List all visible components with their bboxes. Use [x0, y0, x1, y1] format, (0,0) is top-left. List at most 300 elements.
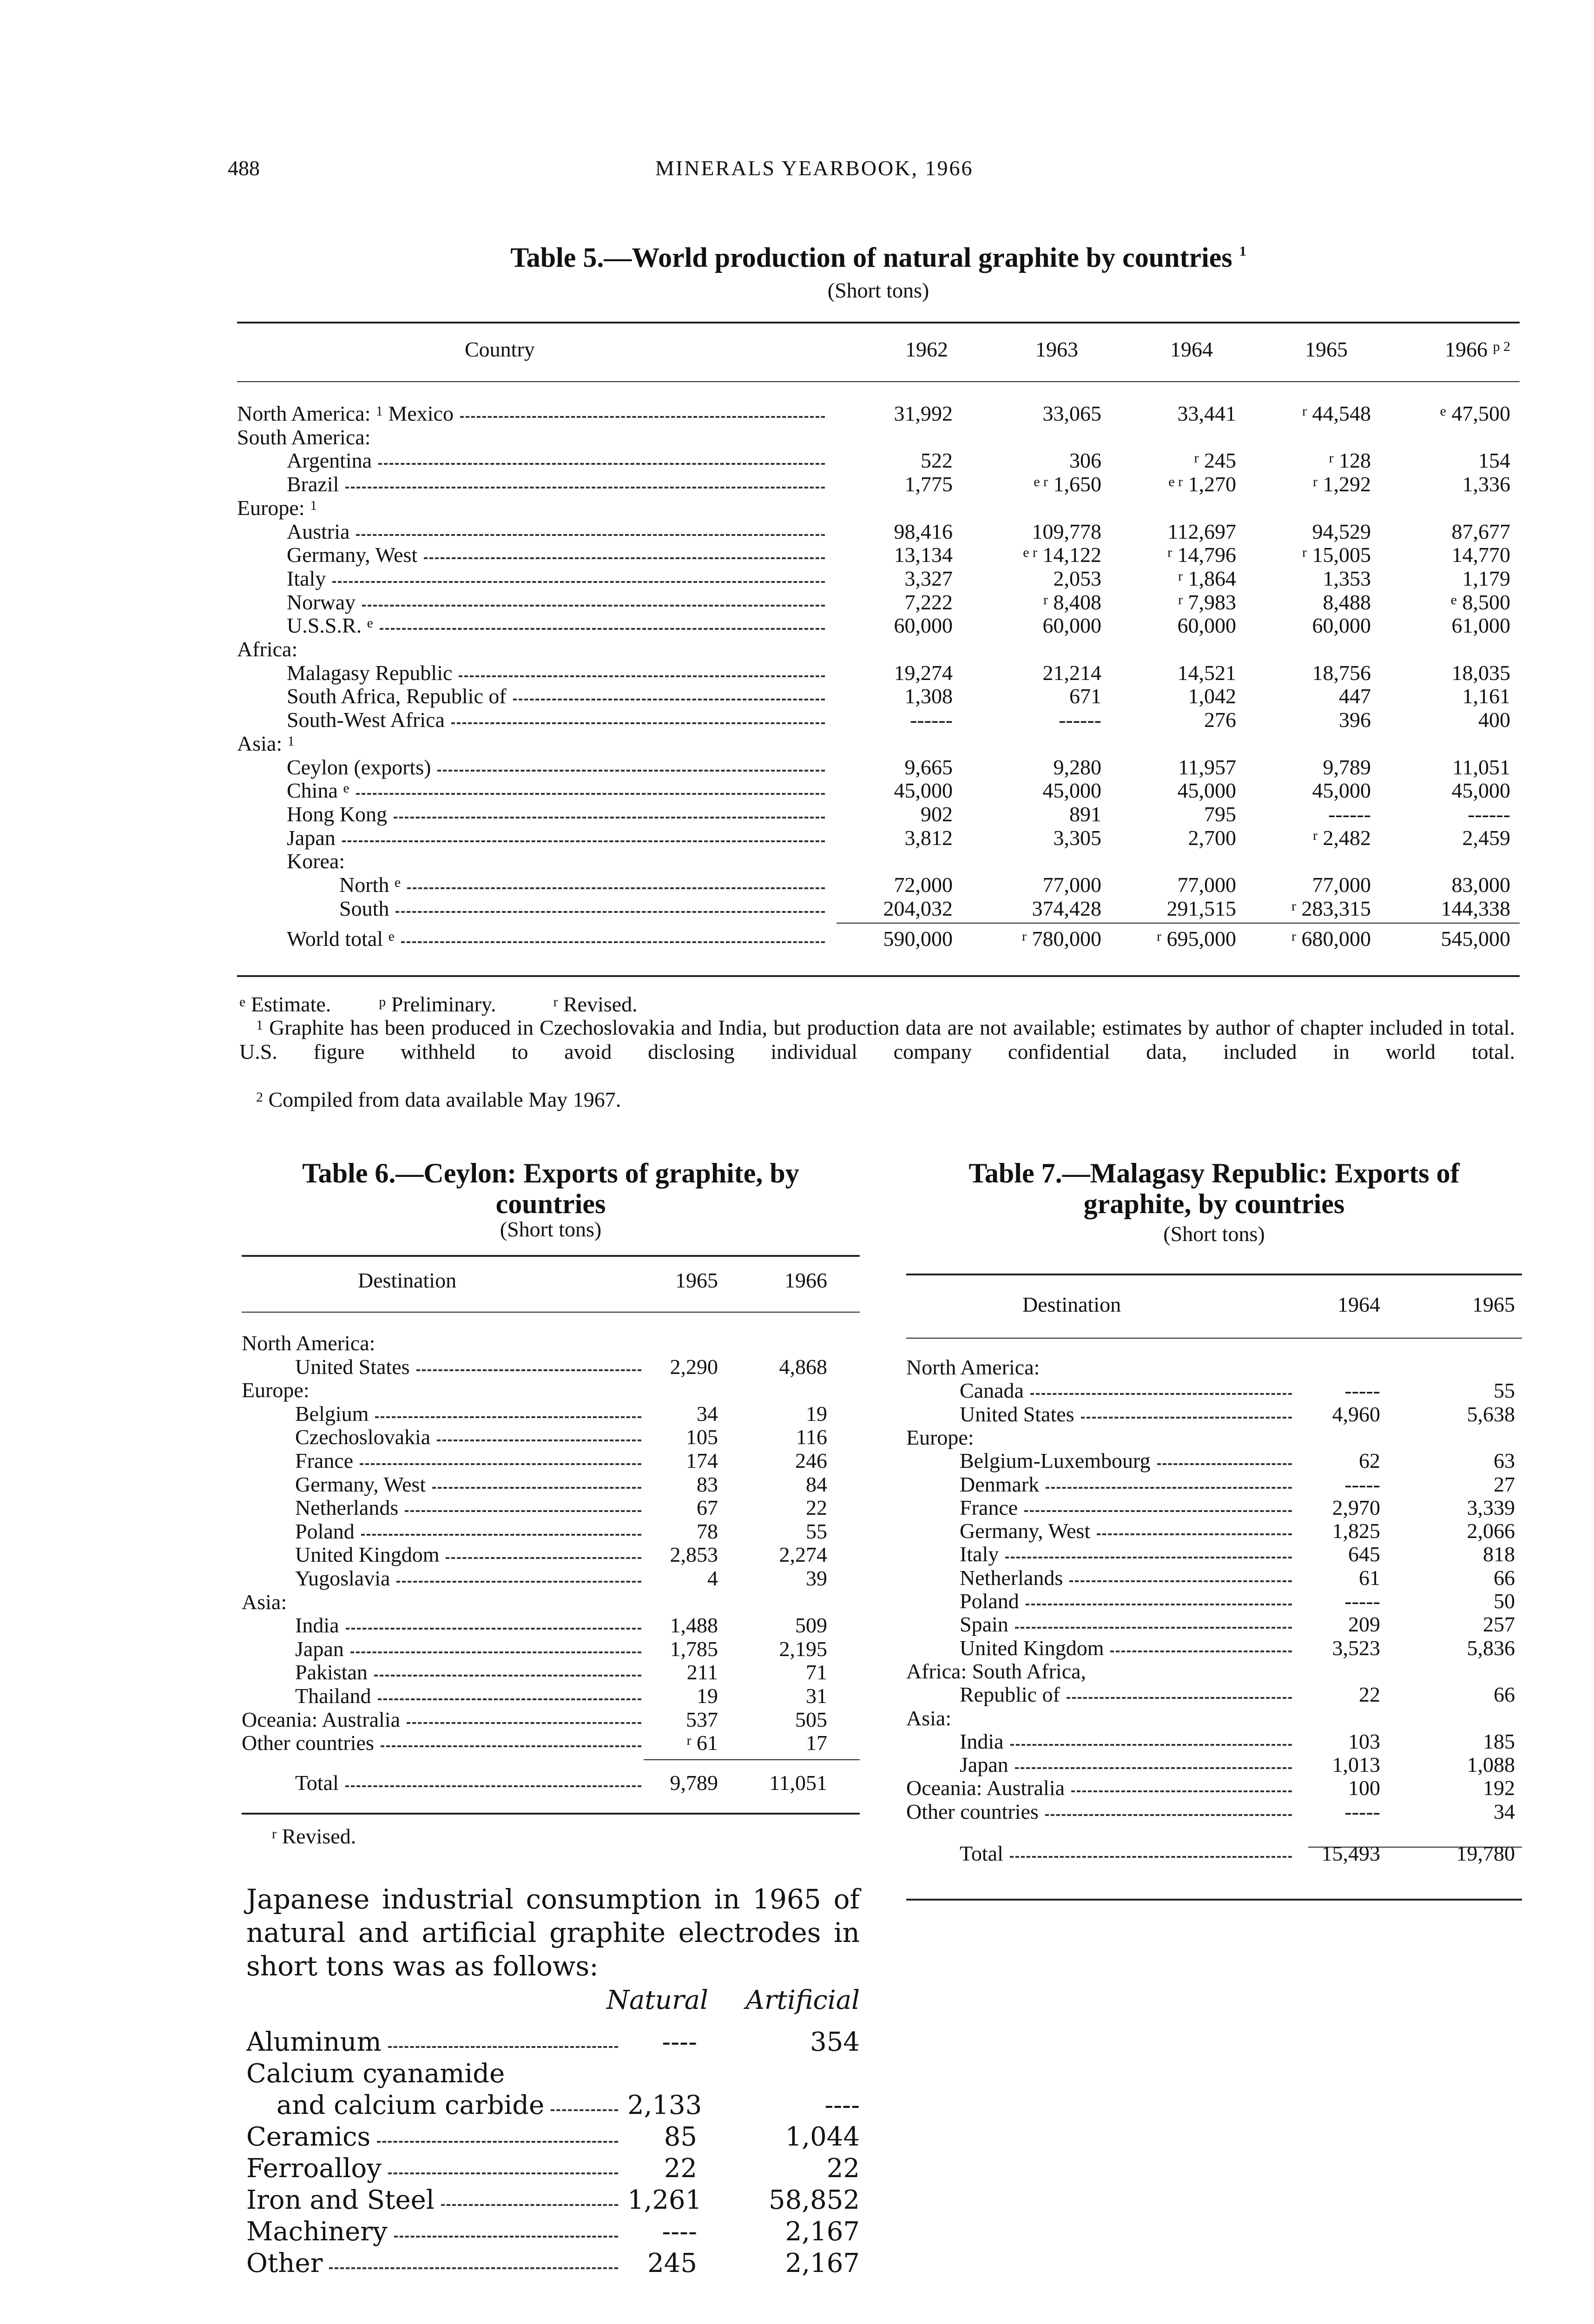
- table7-row-leader: [1067, 1697, 1292, 1699]
- table5-row-value-mark: r: [1302, 403, 1307, 419]
- table7-row: [906, 1379, 1522, 1403]
- table5-row-value: 14,770: [1451, 543, 1510, 567]
- table5-row-value-mark: e: [1440, 403, 1446, 419]
- consumption-row-artificial: ----: [824, 2090, 860, 2120]
- table5-row-value: 590,000: [883, 927, 953, 951]
- consumption-row: [246, 2216, 860, 2248]
- consumption-row-artificial: 354: [810, 2027, 860, 2057]
- table7-total-rule: [1308, 1847, 1522, 1848]
- table5-row-value: 3,812: [904, 825, 953, 850]
- table5-row-value-mark: r: [1178, 592, 1183, 607]
- consumption-row-artificial: 2,167: [785, 2217, 860, 2247]
- consumption-row-natural: ----: [662, 2027, 697, 2057]
- table6-row: [242, 1331, 860, 1355]
- table5-col-1964: 1964: [1170, 337, 1213, 361]
- table5-row-value-mark: e r: [1034, 474, 1048, 490]
- table5-row-value: 291,515: [1166, 896, 1236, 920]
- table5-row-value: 18,756: [1312, 660, 1371, 685]
- table5-row-value: $^{e r}$ 1,650: [1034, 472, 1101, 496]
- table5-row-value: 13,134: [894, 543, 953, 567]
- table5-row-label: [287, 708, 825, 732]
- table6-row-leader: [350, 1651, 641, 1653]
- table6-row-label: [295, 1472, 641, 1497]
- table6-row-leader: [381, 1745, 641, 1747]
- table7-row-value: 1,013: [1332, 1753, 1380, 1777]
- table5-row-value: 7,222: [904, 590, 953, 614]
- table7-row-label: [960, 1753, 1292, 1777]
- consumption-row: [246, 2027, 860, 2058]
- table5-row-label: [287, 684, 825, 708]
- table7-row-leader: [1097, 1533, 1292, 1535]
- table6-row-label-text: Poland: [295, 1519, 355, 1543]
- table5-row-value: 83,000: [1451, 873, 1510, 897]
- consumption-row: [246, 2121, 860, 2153]
- table5-row: [237, 826, 1520, 850]
- consumption-row-leader: [329, 2267, 618, 2269]
- consumption-row-label: [246, 2248, 618, 2279]
- table6-row-leader: [360, 1463, 641, 1465]
- table6-title-line1: Table 6.—Ceylon: Exports of graphite, by: [302, 1158, 799, 1188]
- table7-row-label-text: France: [960, 1495, 1018, 1519]
- table5-row-label: [287, 472, 825, 496]
- table5-row-value: 33,441: [1177, 402, 1236, 425]
- table5-row-value: $^r$ 14,796: [1167, 543, 1236, 567]
- table6-row-value: 9,789: [670, 1770, 718, 1795]
- table7-row-label-text: Netherlands: [960, 1565, 1063, 1590]
- table6-row-label: [295, 1425, 641, 1449]
- table7-subtitle: (Short tons): [1163, 1222, 1265, 1246]
- table7-row-label: [960, 1496, 1292, 1520]
- table5-row-value: 45,000: [1451, 779, 1510, 803]
- table5-row-value: 14,521: [1177, 660, 1236, 685]
- table6-row-leader: [396, 1581, 641, 1583]
- consumption-row: [246, 2058, 860, 2090]
- table5-row-value: $^r$ 780,000: [1022, 927, 1101, 951]
- table7-row-value: 50: [1494, 1589, 1515, 1613]
- table7-row-value: 55: [1494, 1379, 1515, 1403]
- table7-row-value: 3,523: [1332, 1636, 1380, 1660]
- table6-row-label: [295, 1684, 641, 1708]
- table6-row-value: 17: [806, 1731, 827, 1755]
- table7-row-label: [906, 1776, 1292, 1800]
- table6-row-value: 78: [697, 1519, 718, 1543]
- consumption-row-artificial: 1,044: [785, 2122, 860, 2152]
- table5-row-leader: [380, 628, 825, 630]
- table7-bottom-rule: [906, 1899, 1522, 1901]
- table5-row-value: 374,428: [1032, 896, 1101, 920]
- table7-row-label: [960, 1683, 1292, 1707]
- table7-row-label: [960, 1379, 1292, 1403]
- table5-row-label-text: South: [339, 896, 389, 920]
- table7-row-label: [960, 1730, 1292, 1754]
- table5-row-leader: [332, 581, 825, 583]
- table5-row: [237, 755, 1520, 779]
- table6-row-value: 22: [806, 1496, 827, 1520]
- table5-row-label: [287, 567, 825, 591]
- table6-row-value: 55: [806, 1519, 827, 1543]
- table6-row-value: $^r$ 61: [686, 1731, 718, 1755]
- table6-row-value: 505: [795, 1707, 827, 1731]
- table7-row-value: 27: [1494, 1472, 1515, 1496]
- table7-row-label: [960, 1566, 1292, 1590]
- table6-row-value: 2,195: [779, 1637, 827, 1661]
- table5-row-label: [287, 826, 825, 850]
- table5-row-value: 891: [1069, 802, 1101, 826]
- table6-row: [242, 1566, 860, 1591]
- table6-row-label: [242, 1731, 641, 1755]
- table6-row: [242, 1684, 860, 1708]
- table7-row-label-text: United States: [960, 1402, 1074, 1426]
- table5-row-value-mark: r: [1022, 929, 1027, 944]
- table7-row-label: [906, 1706, 1292, 1730]
- table5-row-value-mark: e r: [1023, 545, 1037, 561]
- table5-row-label-text: Argentina: [287, 449, 372, 473]
- table5-row-leader: [451, 722, 825, 724]
- table6-row-label-text: Germany, West: [295, 1472, 426, 1496]
- table6-row-value: 2,290: [670, 1354, 718, 1379]
- table5-row-value: $^r$ 1,864: [1178, 566, 1236, 590]
- table5-row-value: 204,032: [883, 896, 953, 920]
- table5-row-value: 400: [1478, 708, 1510, 732]
- table5-row-value: 18,035: [1451, 660, 1510, 685]
- consumption-row-label-text: Ceramics: [246, 2122, 371, 2152]
- table7-row-label-text: Oceania: Australia: [906, 1776, 1065, 1800]
- table5-row-label-text: North America: $^1$ Mexico: [237, 402, 454, 425]
- table5-row: [237, 779, 1520, 803]
- table5-row: [237, 567, 1520, 591]
- table5-row-value-mark: r: [1178, 568, 1183, 584]
- table5-row-footnote-mark: e: [367, 615, 373, 631]
- table6-col-1965: 1965: [675, 1268, 718, 1292]
- table6-row-leader: [374, 1675, 641, 1677]
- table5-row-value: 33,065: [1042, 402, 1101, 425]
- table7-row-label-text: Other countries: [906, 1799, 1039, 1823]
- table7-row-leader: [1071, 1790, 1292, 1792]
- consumption-row: [246, 2090, 860, 2121]
- table5-row-value-mark: r: [1167, 545, 1172, 561]
- table6-row-value: 2,274: [779, 1543, 827, 1567]
- table7-row-leader: [1046, 1487, 1292, 1489]
- table5-row-leader: [342, 840, 825, 842]
- table6-subtitle: (Short tons): [500, 1217, 602, 1241]
- table5-row: [237, 449, 1520, 473]
- table5-row-label: [237, 732, 825, 756]
- table6-row-label-text: Japan: [295, 1637, 344, 1661]
- table7-row-label-text: Poland: [960, 1589, 1019, 1613]
- table5-row-label-text: South-West Africa: [287, 708, 445, 732]
- table7-row: [906, 1683, 1522, 1707]
- table5-row-label-text: U.S.S.R. $^e$: [287, 614, 373, 638]
- table5-row-value-mark: e: [1450, 592, 1457, 607]
- table6-row-label: [295, 1355, 641, 1379]
- consumption-row-leader: [388, 2046, 618, 2048]
- table6-row: [242, 1613, 860, 1637]
- table5-row-value: 87,677: [1451, 519, 1510, 543]
- consumption-col-headers: [599, 1985, 860, 2016]
- table5-row-value: $^{e r}$ 14,122: [1023, 543, 1101, 567]
- table7-row: [906, 1659, 1522, 1684]
- table6-row-label: [295, 1519, 641, 1544]
- table6-row-value: 537: [686, 1707, 718, 1731]
- table5-row-value: 154: [1478, 449, 1510, 473]
- consumption-row-leader: [377, 2141, 618, 2143]
- table7-col-1965: 1965: [1472, 1293, 1515, 1316]
- table5-row-value-mark: r: [1043, 592, 1048, 607]
- table5-row-value: $^r$ 44,548: [1302, 402, 1371, 425]
- table5-row-label: [237, 425, 825, 449]
- table5-row-leader: [401, 941, 825, 943]
- table7-row: [906, 1800, 1522, 1824]
- table5-row-footnote-mark: e: [394, 875, 401, 890]
- table7-row: [906, 1842, 1522, 1866]
- consumption-row-natural: 85: [664, 2122, 697, 2152]
- table5-row-label-text: Africa:: [237, 637, 298, 661]
- consumption-row-natural: ----: [662, 2217, 697, 2247]
- consumption-intro: Japanese industrial consumption in 1965 of natural and artificial graphite electrodes in short tons was as follows:: [246, 1883, 860, 1982]
- table6-row-label-text: United States: [295, 1354, 410, 1379]
- table5-row-label: [339, 897, 825, 921]
- table5-row-value: $^r$ 245: [1194, 449, 1236, 473]
- consumption-row-natural: 2,133: [627, 2090, 702, 2120]
- table7-row-value: 103: [1348, 1729, 1380, 1753]
- table7-row-label: [960, 1542, 1292, 1566]
- table7-row-label: [906, 1355, 1292, 1380]
- table5-row-value: 45,000: [894, 779, 953, 803]
- table7-row-label-text: Republic of: [960, 1683, 1060, 1707]
- consumption-row: [246, 2153, 860, 2185]
- table7-row-label-text: Europe:: [906, 1425, 974, 1449]
- table5-row-value: 1,161: [1462, 684, 1510, 708]
- table7-row-value: -----: [1344, 1799, 1380, 1823]
- table6-row-label-text: Belgium: [295, 1401, 369, 1426]
- table6-row-leader: [416, 1369, 641, 1371]
- table7-row-value: -----: [1344, 1379, 1380, 1403]
- table7-row: [906, 1472, 1522, 1497]
- table5-row-label-text: Asia: $^1$: [237, 731, 295, 755]
- table6-row-leader: [378, 1698, 642, 1700]
- table7-row-leader: [1015, 1767, 1292, 1769]
- table6-row: [242, 1660, 860, 1684]
- table7-row-label: [906, 1426, 1292, 1450]
- consumption-row-label: [246, 2216, 618, 2248]
- table7-row-leader: [1045, 1814, 1292, 1816]
- table5-row-value-mark: r: [1157, 929, 1161, 944]
- table5-row-label-text: Austria: [287, 519, 350, 543]
- table7-row-label-text: Belgium-Luxembourg: [960, 1449, 1151, 1473]
- table7-row-leader: [1069, 1580, 1292, 1582]
- table6-row-value: 509: [795, 1613, 827, 1637]
- table7-row-leader: [1157, 1463, 1292, 1465]
- table5-row-value: 77,000: [1177, 873, 1236, 897]
- table5-row-value: $^e$ 47,500: [1440, 402, 1510, 425]
- table7-row-label: [960, 1636, 1292, 1660]
- table5-row-leader: [356, 534, 825, 536]
- table6-row: [242, 1496, 860, 1520]
- table7-row-value: 818: [1483, 1542, 1515, 1566]
- table6-row-label-text: Other countries: [242, 1731, 374, 1755]
- table5-row-label: [237, 496, 825, 520]
- table7-title-line2: graphite, by countries: [1083, 1188, 1345, 1219]
- table6-row: [242, 1402, 860, 1426]
- consumption-row-artificial: 22: [826, 2153, 860, 2184]
- table7-col-destination: Destination: [1022, 1293, 1121, 1316]
- table7-row: [906, 1542, 1522, 1566]
- table7-row-leader: [1081, 1417, 1292, 1419]
- consumption-row-label-text: Iron and Steel: [246, 2185, 435, 2215]
- table5-row-value: 31,992: [894, 402, 953, 425]
- table5-row-leader: [407, 887, 825, 889]
- table6-col-1966: 1966: [784, 1268, 827, 1292]
- table7-row: [906, 1730, 1522, 1754]
- table7-row: [906, 1706, 1522, 1730]
- table5-row-leader: [437, 770, 825, 772]
- table5-row-value-mark: r: [1194, 450, 1199, 466]
- table6-row-value: 19: [806, 1401, 827, 1426]
- table5-row-leader: [459, 675, 825, 677]
- table5-row: [237, 708, 1520, 732]
- page-number: 488: [228, 156, 260, 180]
- table5-row-value: 98,416: [894, 519, 953, 543]
- table5-row-value: 109,778: [1032, 519, 1101, 543]
- table7-row-value: 61: [1359, 1565, 1380, 1590]
- table6-row-value: 84: [806, 1472, 827, 1496]
- table5-row-leader: [424, 557, 825, 559]
- table5-row-value: 77,000: [1042, 873, 1101, 897]
- table5-row-leader: [395, 911, 825, 913]
- table5-row-footnote-mark: 1: [375, 403, 383, 419]
- table6-footnote: $^r$ Revised.: [272, 1824, 356, 1848]
- table5-row-value: 11,051: [1452, 755, 1510, 779]
- consumption-row: [246, 2185, 860, 2216]
- consumption-row-artificial: 2,167: [785, 2248, 860, 2278]
- table6-col-destination: Destination: [358, 1268, 457, 1292]
- table6-row: [242, 1472, 860, 1497]
- table7-row-value: 185: [1483, 1729, 1515, 1753]
- table6-row: [242, 1708, 860, 1732]
- consumption-row-label-text: Ferroalloy: [246, 2153, 382, 2184]
- table5-top-rule: [237, 322, 1520, 324]
- consumption-col-artificial: Artificial: [745, 1985, 860, 2015]
- table5-row-value: 2,700: [1188, 825, 1236, 850]
- table5-row-label: [287, 755, 825, 779]
- consumption-col-natural: Natural: [606, 1985, 709, 2015]
- table5-row-value: 396: [1339, 708, 1371, 732]
- table7-col-1964: 1964: [1337, 1293, 1380, 1316]
- table7-row-value: 3,339: [1467, 1495, 1515, 1519]
- table6-row-label: [242, 1378, 641, 1402]
- table7-row-value: 19,780: [1456, 1842, 1515, 1865]
- table5-row-leader: [378, 463, 825, 465]
- table6-row-label-text: United Kingdom: [295, 1543, 440, 1567]
- table5-row-value: 671: [1069, 684, 1101, 708]
- table5-col-country: Country: [465, 337, 535, 361]
- table5-row-value: 11,957: [1178, 755, 1236, 779]
- table5-row: [237, 472, 1520, 496]
- table7-row-leader: [1026, 1604, 1292, 1605]
- table5-row-value: ------: [910, 708, 953, 732]
- table5-row-value: $^r$ 8,408: [1043, 590, 1101, 614]
- table5-row-value: 1,353: [1323, 566, 1371, 590]
- table6-bottom-rule: [242, 1813, 860, 1815]
- table6-row-leader: [405, 1510, 641, 1512]
- consumption-row-leader: [441, 2204, 618, 2206]
- table5-row-value: $^r$ 2,482: [1313, 825, 1371, 850]
- table6-row-value: 4: [707, 1566, 718, 1590]
- table6-row: [242, 1543, 860, 1567]
- table7-row-value: -----: [1344, 1472, 1380, 1496]
- table7-row: [906, 1589, 1522, 1613]
- table5-row-value: 1,336: [1462, 472, 1510, 496]
- table6-row-label: [242, 1708, 641, 1732]
- table6-row-value: 246: [795, 1449, 827, 1472]
- table7-row-leader: [1010, 1744, 1292, 1746]
- table7-row-value: -----: [1344, 1589, 1380, 1613]
- table5-footnote-2: $^2$ Compiled from data available May 1967.: [256, 1088, 621, 1111]
- table7-row-value: 100: [1348, 1776, 1380, 1800]
- table6-row-label-text: North America:: [242, 1331, 375, 1355]
- consumption-row-natural: 245: [647, 2248, 697, 2278]
- table5-row-label-text: Ceylon (exports): [287, 755, 431, 779]
- table6-total-rule: [644, 1759, 860, 1760]
- table7-row-value: 66: [1494, 1565, 1515, 1590]
- table5-row-value: 61,000: [1451, 614, 1510, 638]
- table5-row-label-text: Europe: $^1$: [237, 495, 317, 520]
- table7-row-value: 257: [1483, 1612, 1515, 1637]
- table6-row-label-text: Czechoslovakia: [295, 1425, 431, 1449]
- table6-row-label: [295, 1402, 641, 1426]
- table5-row-label: [287, 779, 825, 803]
- table6-top-rule: [242, 1255, 860, 1257]
- table5-row: [237, 897, 1520, 921]
- table7-row-leader: [1024, 1510, 1292, 1512]
- table6-row-label: [295, 1496, 641, 1520]
- table7-row-label: [960, 1449, 1292, 1473]
- table5-row-value: $^r$ 1,292: [1313, 472, 1371, 496]
- table6-row: [242, 1637, 860, 1661]
- table5-row-label-text: Germany, West: [287, 543, 418, 567]
- table6-row-leader: [375, 1416, 641, 1418]
- table5-row: [237, 637, 1520, 661]
- table5-row-label: [287, 849, 825, 873]
- table7-row-value: 192: [1483, 1776, 1515, 1800]
- consumption-row-label-text: Other: [246, 2248, 323, 2278]
- table5-row-value: 8,488: [1323, 590, 1371, 614]
- table5-row-value: 112,697: [1167, 519, 1236, 543]
- table6-row-value: 83: [697, 1472, 718, 1496]
- table5-row-value: $^r$ 695,000: [1157, 927, 1236, 951]
- table7-row-label-text: Africa: South Africa,: [906, 1659, 1087, 1683]
- table5-row-footnote-mark: e: [343, 780, 349, 796]
- table7-row-leader: [1010, 1856, 1292, 1858]
- table5-row-value: 60,000: [1042, 614, 1101, 638]
- table6-row-leader: [437, 1439, 641, 1441]
- table5-row: [237, 873, 1520, 897]
- table5-row: [237, 732, 1520, 756]
- table5-row-value-mark: r: [1291, 929, 1296, 944]
- table5-row-value-mark: r: [1313, 827, 1317, 843]
- table5-row-value: 3,305: [1053, 825, 1101, 850]
- table6-row-label: [295, 1613, 641, 1637]
- table6-row-label-text: Total: [295, 1770, 339, 1795]
- table5-row-label: [237, 637, 825, 661]
- table6-row-value: 4,868: [779, 1354, 827, 1379]
- table6-row-leader: [361, 1534, 641, 1536]
- table5-total-rule: [837, 923, 1520, 924]
- table7-row-value: 2,970: [1332, 1495, 1380, 1519]
- table5-row-label-text: Norway: [287, 590, 356, 614]
- table5-row: [237, 684, 1520, 708]
- table6-row-label-text: Europe:: [242, 1378, 310, 1402]
